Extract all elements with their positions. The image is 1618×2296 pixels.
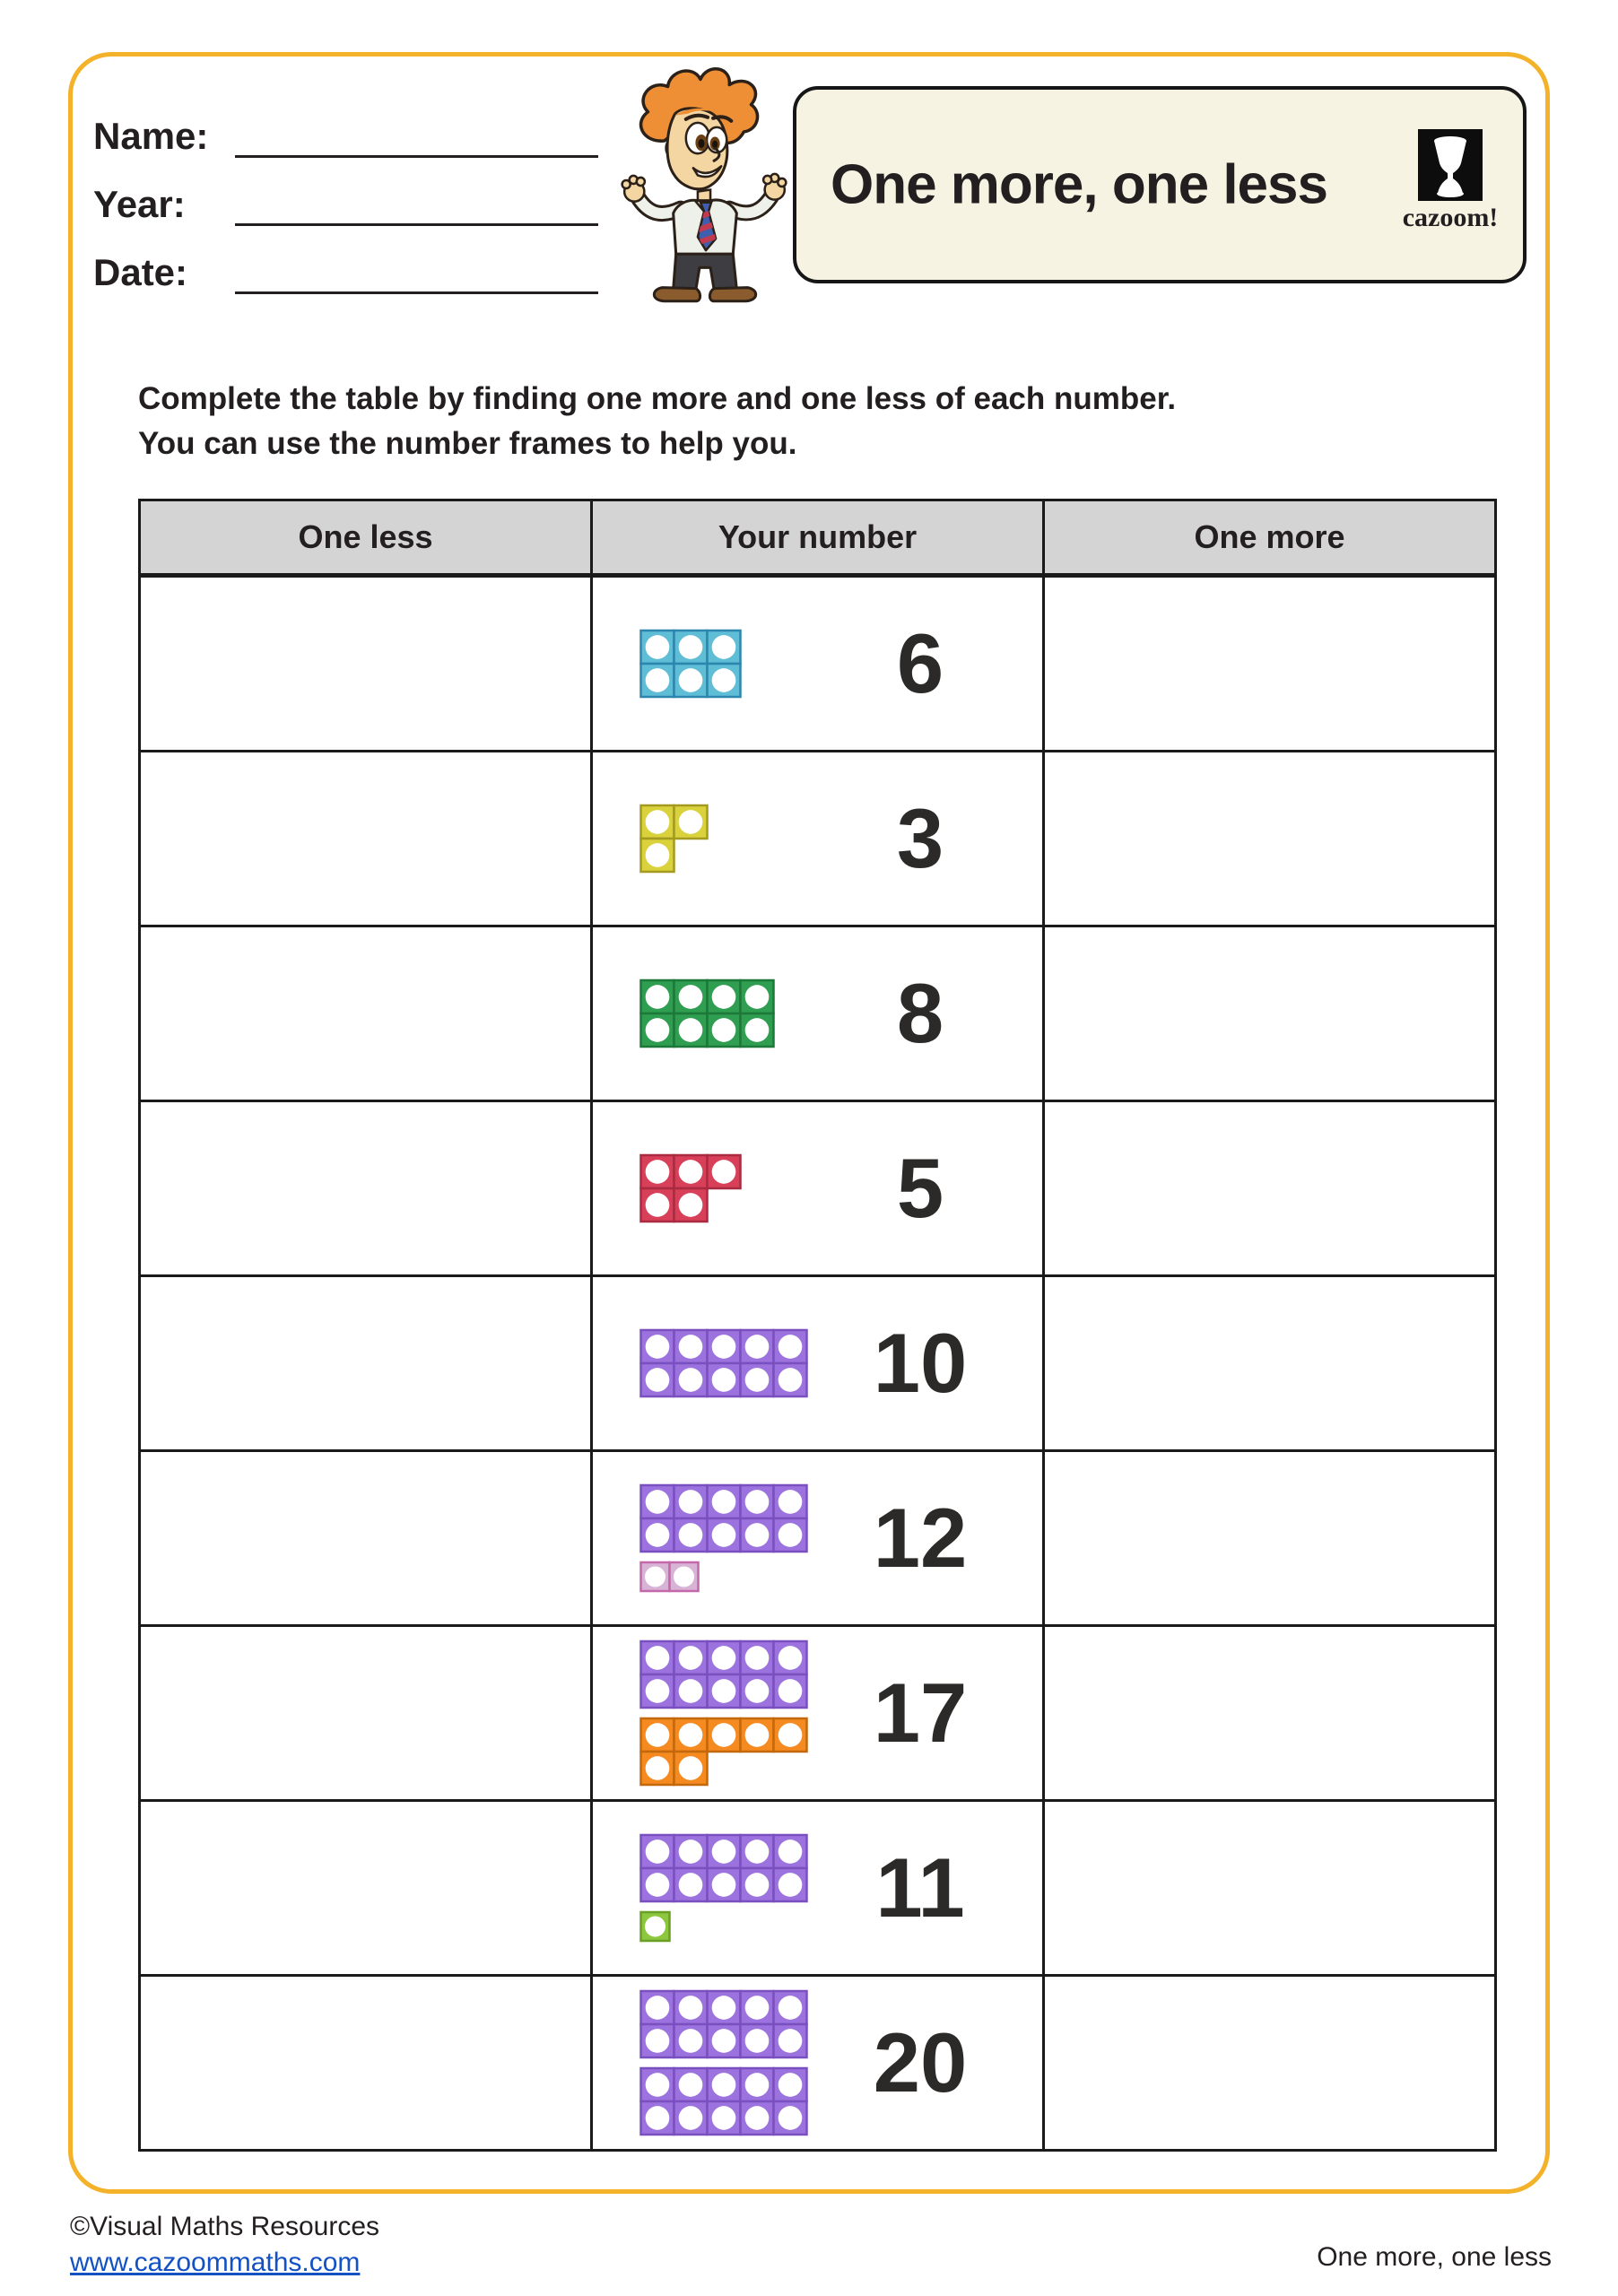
numicon-frame: [639, 1154, 742, 1223]
numicon-frame: [639, 1834, 808, 1943]
date-field-row: [93, 226, 598, 294]
footer-copyright: ©Visual Maths Resources: [70, 2212, 380, 2241]
cartoon-teacher-icon: [610, 59, 800, 309]
your-number-cell: [592, 1626, 1044, 1801]
numicon-frame: [639, 1990, 808, 2136]
instruction-line-2: You can use the number frames to help you.: [138, 426, 797, 461]
year-field-row: [93, 158, 598, 226]
column-header-one-more: One more: [1044, 500, 1496, 576]
worksheet-table: [138, 499, 1497, 2152]
name-field-row: [93, 90, 598, 158]
your-number-cell: [592, 1101, 1044, 1276]
year-label: Year:: [93, 183, 186, 225]
numicon-frame: [639, 1484, 808, 1593]
instruction-line-1: Complete the table by finding one more and one less of each number.: [138, 381, 1177, 416]
your-number-cell: [592, 1276, 1044, 1451]
number-value: 6: [896, 616, 944, 710]
numicon-piece-green: [639, 979, 775, 1048]
your-number-cell: [592, 926, 1044, 1101]
number-value: 8: [896, 966, 944, 1060]
numicon-frame: [639, 630, 742, 699]
numicon-frame: [639, 804, 709, 874]
numicon-piece-yellow: [639, 804, 709, 874]
name-writing-line[interactable]: [235, 110, 598, 158]
one-less-answer-cell[interactable]: [140, 1626, 592, 1801]
numicon-piece-purple: [639, 2067, 808, 2136]
column-header-your-number: Your number: [592, 500, 1044, 576]
one-more-answer-cell[interactable]: [1044, 1276, 1496, 1451]
number-value: 10: [873, 1316, 968, 1410]
drum-icon: [1418, 129, 1483, 201]
table-row: [140, 1976, 1496, 2151]
one-more-answer-cell[interactable]: [1044, 926, 1496, 1101]
date-label: Date:: [93, 251, 188, 293]
page-title: One more, one less: [831, 153, 1327, 216]
title-box: [793, 86, 1527, 283]
table-row: [140, 752, 1496, 926]
one-more-answer-cell[interactable]: [1044, 1976, 1496, 2151]
your-number-cell: [592, 576, 1044, 752]
instructions: [138, 377, 1176, 466]
student-info-fields: [93, 90, 598, 294]
numicon-piece-purple: [639, 1990, 808, 2059]
number-value: 12: [873, 1491, 968, 1585]
number-value: 17: [873, 1665, 968, 1760]
one-less-answer-cell[interactable]: [140, 1801, 592, 1976]
table-row: [140, 576, 1496, 752]
table-row: [140, 1276, 1496, 1451]
your-number-cell: [592, 1801, 1044, 1976]
number-value: 20: [873, 2015, 968, 2109]
year-writing-line[interactable]: [235, 178, 598, 226]
number-value: 11: [875, 1840, 965, 1935]
mascot-illustration: [610, 59, 800, 309]
numicon-piece-orange: [639, 1718, 808, 1787]
numicon-piece-red: [639, 1154, 742, 1223]
one-more-answer-cell[interactable]: [1044, 1626, 1496, 1801]
date-writing-line[interactable]: [235, 247, 598, 294]
one-more-answer-cell[interactable]: [1044, 752, 1496, 926]
one-less-answer-cell[interactable]: [140, 752, 592, 926]
one-more-answer-cell[interactable]: [1044, 1451, 1496, 1626]
one-less-answer-cell[interactable]: [140, 1276, 592, 1451]
numicon-frame: [639, 979, 775, 1048]
your-number-cell: [592, 752, 1044, 926]
one-less-answer-cell[interactable]: [140, 1451, 592, 1626]
one-less-answer-cell[interactable]: [140, 1976, 592, 2151]
table-row: [140, 1101, 1496, 1276]
one-more-answer-cell[interactable]: [1044, 1801, 1496, 1976]
numicon-piece-purple: [639, 1329, 808, 1398]
numicon-piece-purple: [639, 1484, 808, 1553]
column-header-one-less: One less: [140, 500, 592, 576]
numicon-frame: [639, 1329, 808, 1398]
name-label: Name:: [93, 115, 209, 157]
table-row: [140, 1626, 1496, 1801]
logo-text: cazoom!: [1402, 203, 1499, 232]
your-number-cell: [592, 1451, 1044, 1626]
one-more-answer-cell[interactable]: [1044, 576, 1496, 752]
footer-worksheet-title: One more, one less: [1317, 2242, 1552, 2272]
table-header-row: [140, 500, 1496, 576]
numicon-piece-blue: [639, 630, 742, 699]
numicon-piece-purple: [639, 1834, 808, 1903]
one-less-answer-cell[interactable]: [140, 926, 592, 1101]
table-row: [140, 1451, 1496, 1626]
footer-website-link[interactable]: www.cazoommaths.com: [70, 2248, 361, 2277]
table-row: [140, 926, 1496, 1101]
cazoom-logo: [1392, 129, 1509, 233]
one-less-answer-cell[interactable]: [140, 576, 592, 752]
table-row: [140, 1801, 1496, 1976]
numicon-piece-pink: [639, 1561, 700, 1593]
one-more-answer-cell[interactable]: [1044, 1101, 1496, 1276]
one-less-answer-cell[interactable]: [140, 1101, 592, 1276]
numicon-piece-purple: [639, 1640, 808, 1709]
number-value: 5: [896, 1141, 944, 1235]
numicon-frame: [639, 1640, 808, 1787]
numicon-piece-lightgreen: [639, 1911, 671, 1943]
your-number-cell: [592, 1976, 1044, 2151]
number-value: 3: [896, 791, 944, 885]
